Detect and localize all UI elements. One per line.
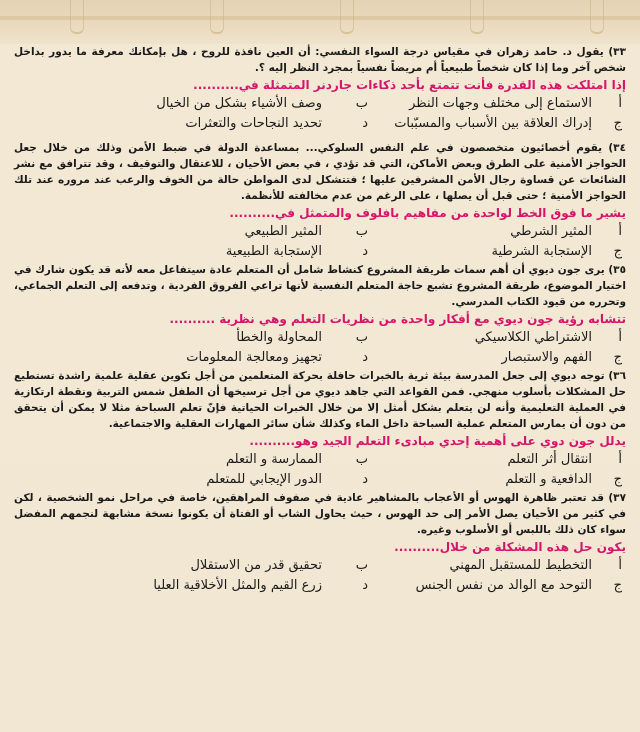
- question-35: [14, 262, 626, 368]
- question-stem: ٣٧) قد تعتبر ظاهرة الهوس أو الأعجاب بالمشاهير عادية في صفوف المراهقين، خاصة في مراحل نمو الشخصية ، لكن في كثير من الأحيان يصل الأمر إلى حد الهوس ، حيث يحاول الشاب أو الفتاة أن يكونوا نسخة مشابهة لنجمهم المفضل سواء كان ذلك باللبس أو الأسلوب وغيره.: [14, 492, 626, 536]
- option-text: المثير الطبيعي: [244, 224, 322, 239]
- option-letter: ب: [355, 224, 368, 239]
- option-letter: ب: [355, 330, 368, 345]
- question-prompt: تتشابه رؤية جون ديوي مع أفكار واحدة من نظريات التعلم وهي نظرية ..........: [169, 312, 626, 326]
- question-prompt: يشير ما فوق الخط لواحدة من مفاهيم بافلوف والمتمثل في..........: [229, 206, 626, 220]
- option-letter: ج: [613, 350, 622, 365]
- lamp-ornament: [340, 0, 354, 34]
- option-letter: د: [362, 472, 368, 487]
- question-prompt: يدلل جون دوي على أهمية إحدي مبادىء التعلم الجيد وهو..........: [249, 434, 626, 448]
- option-text: المثير الشرطي: [510, 224, 592, 239]
- option-text: انتقال أثر التعلم: [507, 452, 592, 467]
- top-decoration: [0, 0, 640, 44]
- option-text: زرع القيم والمثل الأخلاقية العليا: [153, 578, 322, 593]
- option-text: تحقيق قدر من الاستقلال: [190, 558, 322, 573]
- question-34: [14, 140, 626, 262]
- option-letter: ج: [613, 116, 622, 131]
- questions-content: [14, 44, 626, 728]
- option-letter: د: [362, 578, 368, 593]
- option-letter: أ: [618, 96, 622, 111]
- option-text: الممارسة و التعلم: [226, 452, 322, 467]
- option-letter: أ: [618, 330, 622, 345]
- question-prompt: يكون حل هذه المشكلة من خلال..........: [394, 540, 626, 554]
- option-letter: ب: [355, 558, 368, 573]
- options-grid: [14, 556, 626, 596]
- question-33: [14, 44, 626, 134]
- decorative-bar: [0, 16, 640, 20]
- question-stem: ٣٦) توجه ديوي إلى جعل المدرسة بيئة ثرية بالخبرات حافلة بحركة المتعلمين من أجل تكوين عقلية علمية راشدة تستطيع حل المشكلات بأسلوب منهجي. فمن القواعد التي جاهد ديوي من أجل ترسيخها أن الطفل شمس التربية ونقطة ارتكازية في العملية التعليمية وأنه لن يتعلم بشكل أمثل إلا من خلال الخبرات الحياتية فإنّ تعلم السباحة مثلا لا يمكن أن يتحقق من دون أن يمارس المتعلم عملية السباحة داخل الماء وكذلك شأن سائر المهارات العقلية والاجتماعية.: [14, 370, 626, 430]
- option-text: التوحد مع الوالد من نفس الجنس: [415, 578, 592, 593]
- option-letter: ب: [355, 96, 368, 111]
- option-text: الإستجابة الشرطية: [491, 244, 592, 259]
- option-text: تجهيز ومعالجة المعلومات: [186, 350, 322, 365]
- option-text: الدافعية و التعلم: [505, 472, 592, 487]
- option-text: الفهم والاستبصار: [501, 350, 592, 365]
- option-letter: د: [362, 244, 368, 259]
- option-text: الإستجابة الطبيعية: [225, 244, 322, 259]
- option-letter: ب: [355, 452, 368, 467]
- options-grid: [14, 450, 626, 490]
- option-letter: د: [362, 350, 368, 365]
- option-letter: أ: [618, 224, 622, 239]
- lamp-ornament: [210, 0, 224, 34]
- option-letter: ج: [613, 578, 622, 593]
- option-text: المحاولة والخطأ: [236, 330, 322, 345]
- lamp-ornament: [470, 0, 484, 34]
- lamp-ornament: [590, 0, 604, 34]
- question-stem: ٣٤) يقوم أخصائيون متخصصون في علم النفس السلوكي... بمساعدة الدولة في ضبط الأمن وذلك من خلال جعل الحواجز الأمنية على الطرق وبعض الأماكن، التي قد تؤدي ، في بعض الأحيان ، للاعتقال والتوقيف ، وقد تترافق مع نشر الشائعات عن قساوة رجال الأمن المشرفين عليها ؛ فتتشكل لدى المواطن حالة من الخوف والرعب عند مروره عند تلك الحواجز الأمنية ؛ حتى قبل أن يصلها ، على الرغم من عدم مخالفته للأنظمة.: [14, 142, 626, 202]
- option-text: وصف الأشياء بشكل من الخيال: [156, 96, 322, 111]
- options-grid: [14, 328, 626, 368]
- question-stem: ٣٥) يرى جون ديوي أن أهم سمات طريقة المشروع كنشاط شامل أن المتعلم عادة سيتفاعل معه لأنه قد يكون شارك في اختيار الموضوع، طريقة المشروع تشبع حاجة المتعلم النفسية لأنها تراعي الفروق الفردية ، وتدفعه إلى التعلم الجماعي، وتحرره من قيود الكتاب المدرسي.: [13, 264, 626, 308]
- option-text: الدور الإيجابي للمتعلم: [206, 472, 322, 487]
- option-text: التخطيط للمستقبل المهني: [449, 558, 592, 573]
- option-letter: أ: [618, 558, 622, 573]
- question-prompt: إذا امتلكت هذه القدرة فأنت تتمتع بأحد ذكاءات جاردنر المتمثلة في..........: [193, 78, 626, 92]
- options-grid: [14, 94, 626, 134]
- option-text: تحديد النجاحات والتعثرات: [185, 116, 322, 131]
- question-36: [14, 368, 626, 490]
- option-text: إدراك العلاقة بين الأسباب والمسبّبات: [394, 116, 592, 131]
- options-grid: [14, 222, 626, 262]
- option-letter: د: [362, 116, 368, 131]
- question-37: [14, 490, 626, 596]
- option-letter: ج: [613, 244, 622, 259]
- question-stem: ٣٣) يقول د. حامد زهران في مقياس درجة السواء النفسي: أن العين نافذة للروح ، هل بإمكانك معرفة ما يدور بداخل شخص آخر وما إذا كان شخصاً طبيعياً أم مريضاً نفسياً بمجرد النظر إليه ؟.: [14, 46, 626, 74]
- option-text: الاشتراطي الكلاسيكي: [474, 330, 592, 345]
- option-text: الاستماع إلى مختلف وجهات النظر: [409, 96, 592, 111]
- option-letter: ج: [613, 472, 622, 487]
- lamp-ornament: [70, 0, 84, 34]
- option-letter: أ: [618, 452, 622, 467]
